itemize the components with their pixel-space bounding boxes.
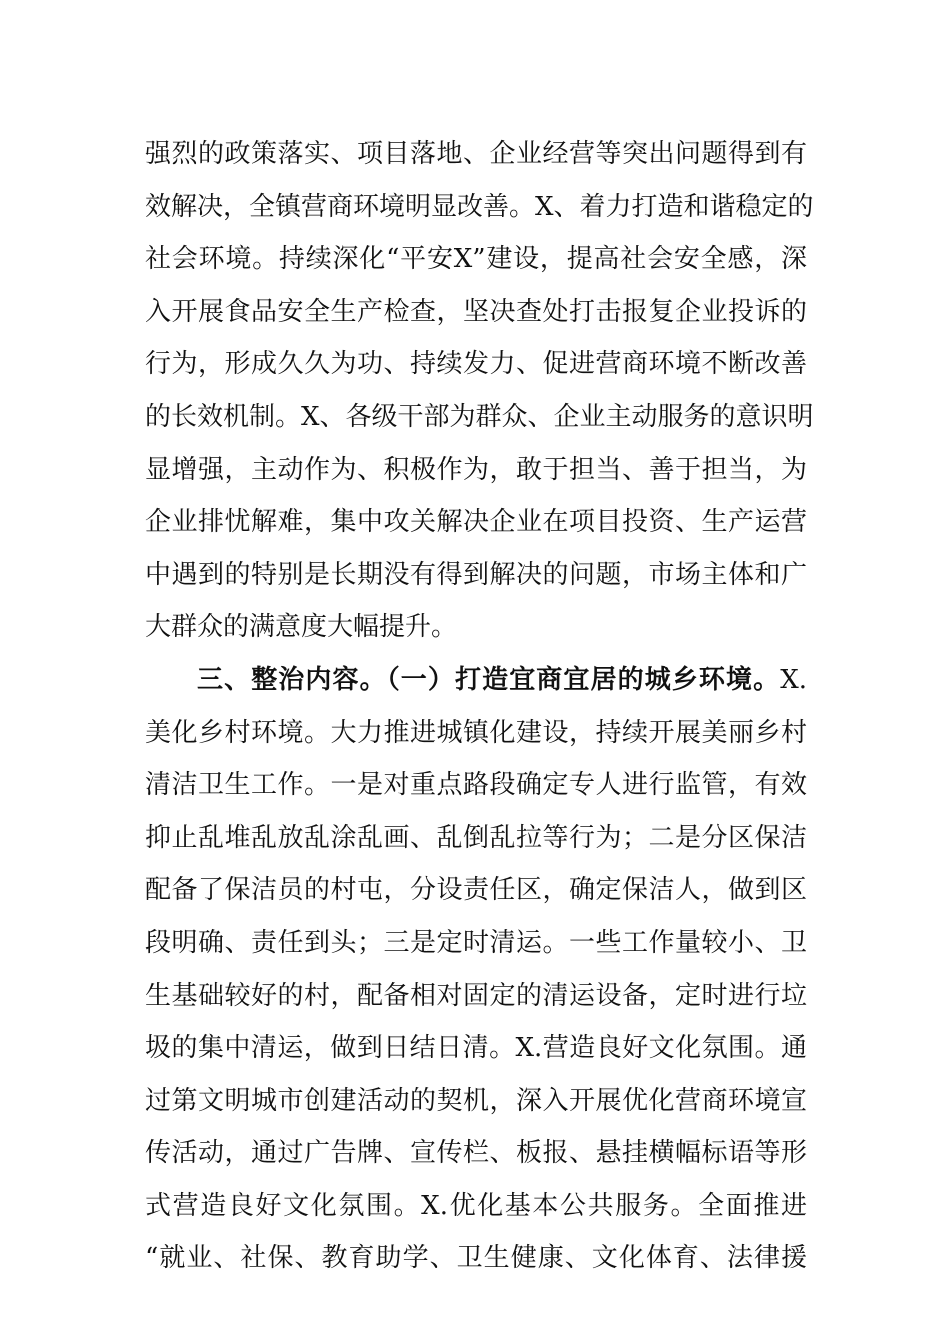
text-line: 圾的集中清运，做到日结日清。X.营造良好文化氛围。通 <box>145 1033 807 1064</box>
text-line: 传活动，通过广告牌、宣传栏、板报、悬挂横幅标语等形 <box>145 1138 807 1169</box>
text-line: 效解决，全镇营商环境明显改善。X、着力打造和谐稳定的 <box>145 191 814 222</box>
text-line: 社会环境。持续深化“平安X”建设，提高社会安全感，深 <box>145 244 807 275</box>
text-line: 式营造良好文化氛围。X.优化基本公共服务。全面推进 <box>145 1190 807 1221</box>
text-line: 美化乡村环境。大力推进城镇化建设，持续开展美丽乡村 <box>145 717 807 748</box>
text-line: 的长效机制。X、各级干部为群众、企业主动服务的意识明 <box>145 401 814 432</box>
text-line: 行为，形成久久为功、持续发力、促进营商环境不断改善 <box>145 349 807 380</box>
text-line: 入开展食品安全生产检查，坚决查处打击报复企业投诉的 <box>145 296 807 327</box>
paragraph-outcomes <box>145 128 814 654</box>
section-heading: 三、整治内容。（一）打造宜商宜居的城乡环境。 <box>197 664 781 695</box>
text-line: 生基础较好的村，配备相对固定的清运设备，定时进行垃 <box>145 980 807 1011</box>
text-line: 过第文明城市创建活动的契机，深入开展优化营商环境宣 <box>145 1085 807 1116</box>
text-line: 显增强，主动作为、积极作为，敢于担当、善于担当，为 <box>145 454 807 485</box>
text-line: 企业排忧解难，集中攻关解决企业在项目投资、生产运营 <box>145 507 807 538</box>
text-line: 清洁卫生工作。一是对重点路段确定专人进行监管，有效 <box>145 770 807 801</box>
text-fragment: X. <box>780 664 807 695</box>
text-line: 中遇到的特别是长期没有得到解决的问题，市场主体和广 <box>145 559 807 590</box>
section-heading-line <box>145 654 807 707</box>
text-line: 强烈的政策落实、项目落地、企业经营等突出问题得到有 <box>145 139 807 169</box>
paragraph-rectification-content <box>145 654 807 1285</box>
document-body <box>145 128 814 1285</box>
text-line: 段明确、责任到头；三是定时清运。一些工作量较小、卫 <box>145 927 807 958</box>
text-line: 配备了保洁员的村屯，分设责任区，确定保洁人，做到区 <box>145 875 807 906</box>
text-line: “就业、社保、教育助学、卫生健康、文化体育、法律援 <box>145 1243 807 1274</box>
text-line: 抑止乱堆乱放乱涂乱画、乱倒乱拉等行为；二是分区保洁 <box>145 822 807 853</box>
text-line: 大群众的满意度大幅提升。 <box>145 612 458 643</box>
